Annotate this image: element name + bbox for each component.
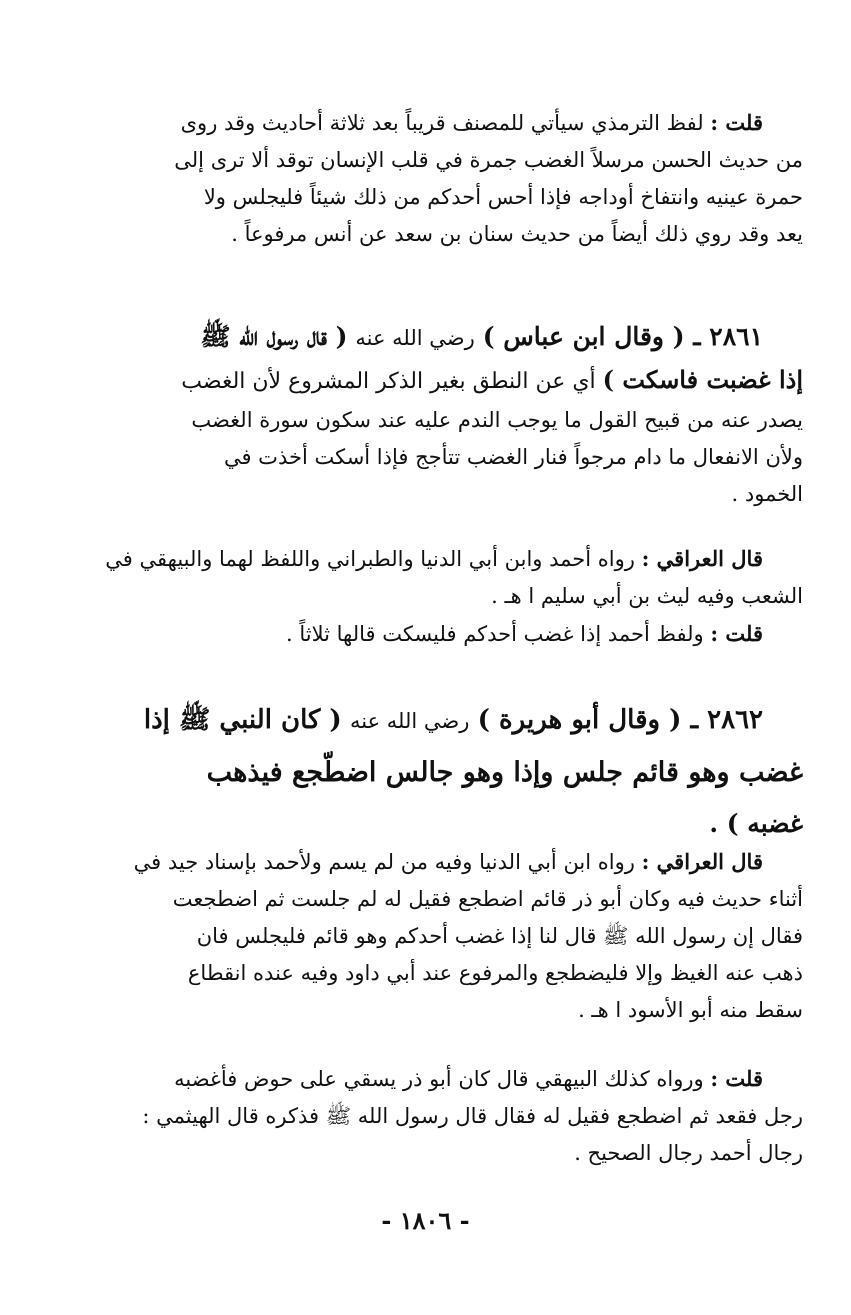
paragraph-qult-2862 xyxy=(48,1060,803,1172)
paragraph-qult-1 xyxy=(48,104,803,253)
iraqi-commentary-2862 xyxy=(48,843,803,1029)
hadith-matn: غضبه ) . xyxy=(709,809,803,838)
text-line: يعد وقد روي ذلك أيضاً من حديث سنان بن سعد عن أنس مرفوعاً . xyxy=(231,222,803,246)
hadith-matn: إذا غضبت فاسكت ) xyxy=(602,365,803,394)
text-line: إذا غضبت فاسكت ) أي عن النطق بغير الذكر المشروع لأن الغضب xyxy=(181,365,803,394)
text-line: قال العراقي : رواه أحمد وابن أبي الدنيا والطبراني واللفظ لهما والبيهقي في xyxy=(105,546,763,571)
text-line: قال العراقي : رواه ابن أبي الدنيا وفيه من لم يسم ولأحمد بإسناد جيد في xyxy=(133,849,763,874)
text-line: رجال أحمد رجال الصحيح . xyxy=(574,1141,803,1165)
page-number: - ١٨٠٦ - xyxy=(381,1206,470,1235)
hadith-2861 xyxy=(48,316,803,513)
hadith-2862 xyxy=(48,695,803,849)
text-line: فقال إن رسول الله ﷺ قال لنا إذا غضب أحدكم وهو قائم فليجلس فان xyxy=(196,924,803,948)
text-line: قلت : ولفظ أحمد إذا غضب أحدكم فليسكت قالها ثلاثاً . xyxy=(286,621,763,646)
iraqi-commentary-2861 xyxy=(48,540,803,653)
text-line: قلت : ورواه كذلك البيهقي قال كان أبو ذر يسقي على حوض فأغضبه xyxy=(174,1066,763,1091)
qult-lead: قلت : xyxy=(710,1066,763,1091)
text-line: الخمود . xyxy=(731,482,803,506)
text-line: يصدر عنه من قبيح القول ما يوجب الندم عليه عند سكون سورة الغضب xyxy=(191,408,803,432)
text-line: ذهب عنه الغيظ وإلا فليضطجع والمرفوع عند أبي داود وفيه عنده انقطاع xyxy=(187,961,803,985)
text-line: ولأن الانفعال ما دام مرجواً فنار الغضب تتأجج فإذا أسكت أخذت في xyxy=(223,445,803,469)
text-line: حمرة عينيه وانتفاخ أوداجه فإذا أحس أحدكم من ذلك شيئاً فليجلس ولا xyxy=(203,185,803,209)
hadith-heading-line: ٢٨٦١ ـ ( وقال ابن عباس ) رضي الله عنه ( قال رسول الله ﷺ xyxy=(200,322,763,351)
qult-lead: قلت : xyxy=(710,110,763,135)
hadith-matn: غضب وهو قائم جلس وإذا وهو جالس اضطّجع فيذهب xyxy=(206,757,803,788)
hadith-number-intro: ٢٨٦١ ـ ( وقال ابن عباس ) xyxy=(482,322,763,351)
iraqi-lead: قال العراقي : xyxy=(641,849,763,874)
hadith-heading-line: ٢٨٦٢ ـ ( وقال أبو هريرة ) رضي الله عنه ( كان النبي ﷺ إذا xyxy=(143,705,763,735)
hadith-number-intro: ٢٨٦٢ ـ ( وقال أبو هريرة ) xyxy=(477,705,763,735)
text-line: من حديث الحسن مرسلاً الغضب جمرة في قلب الإنسان توقد ألا ترى إلى xyxy=(174,148,803,172)
text-line: أثناء حديث فيه وكان أبو ذر قائم اضطجع فقيل له لم جلست ثم اضطجعت xyxy=(172,887,803,911)
qult-lead: قلت : xyxy=(710,621,763,646)
iraqi-lead: قال العراقي : xyxy=(641,546,763,571)
text-line: رجل فقعد ثم اضطجع فقيل له فقال قال رسول الله ﷺ فذكره قال الهيثمي : xyxy=(142,1104,803,1128)
text-line: الشعب وفيه ليث بن أبي سليم ا هـ . xyxy=(491,584,803,608)
text-line: قلت : لفظ الترمذي سيأتي للمصنف قريباً بعد ثلاثة أحاديث وقد روى xyxy=(180,110,763,135)
text-line: سقط منه أبو الأسود ا هـ . xyxy=(578,998,803,1022)
